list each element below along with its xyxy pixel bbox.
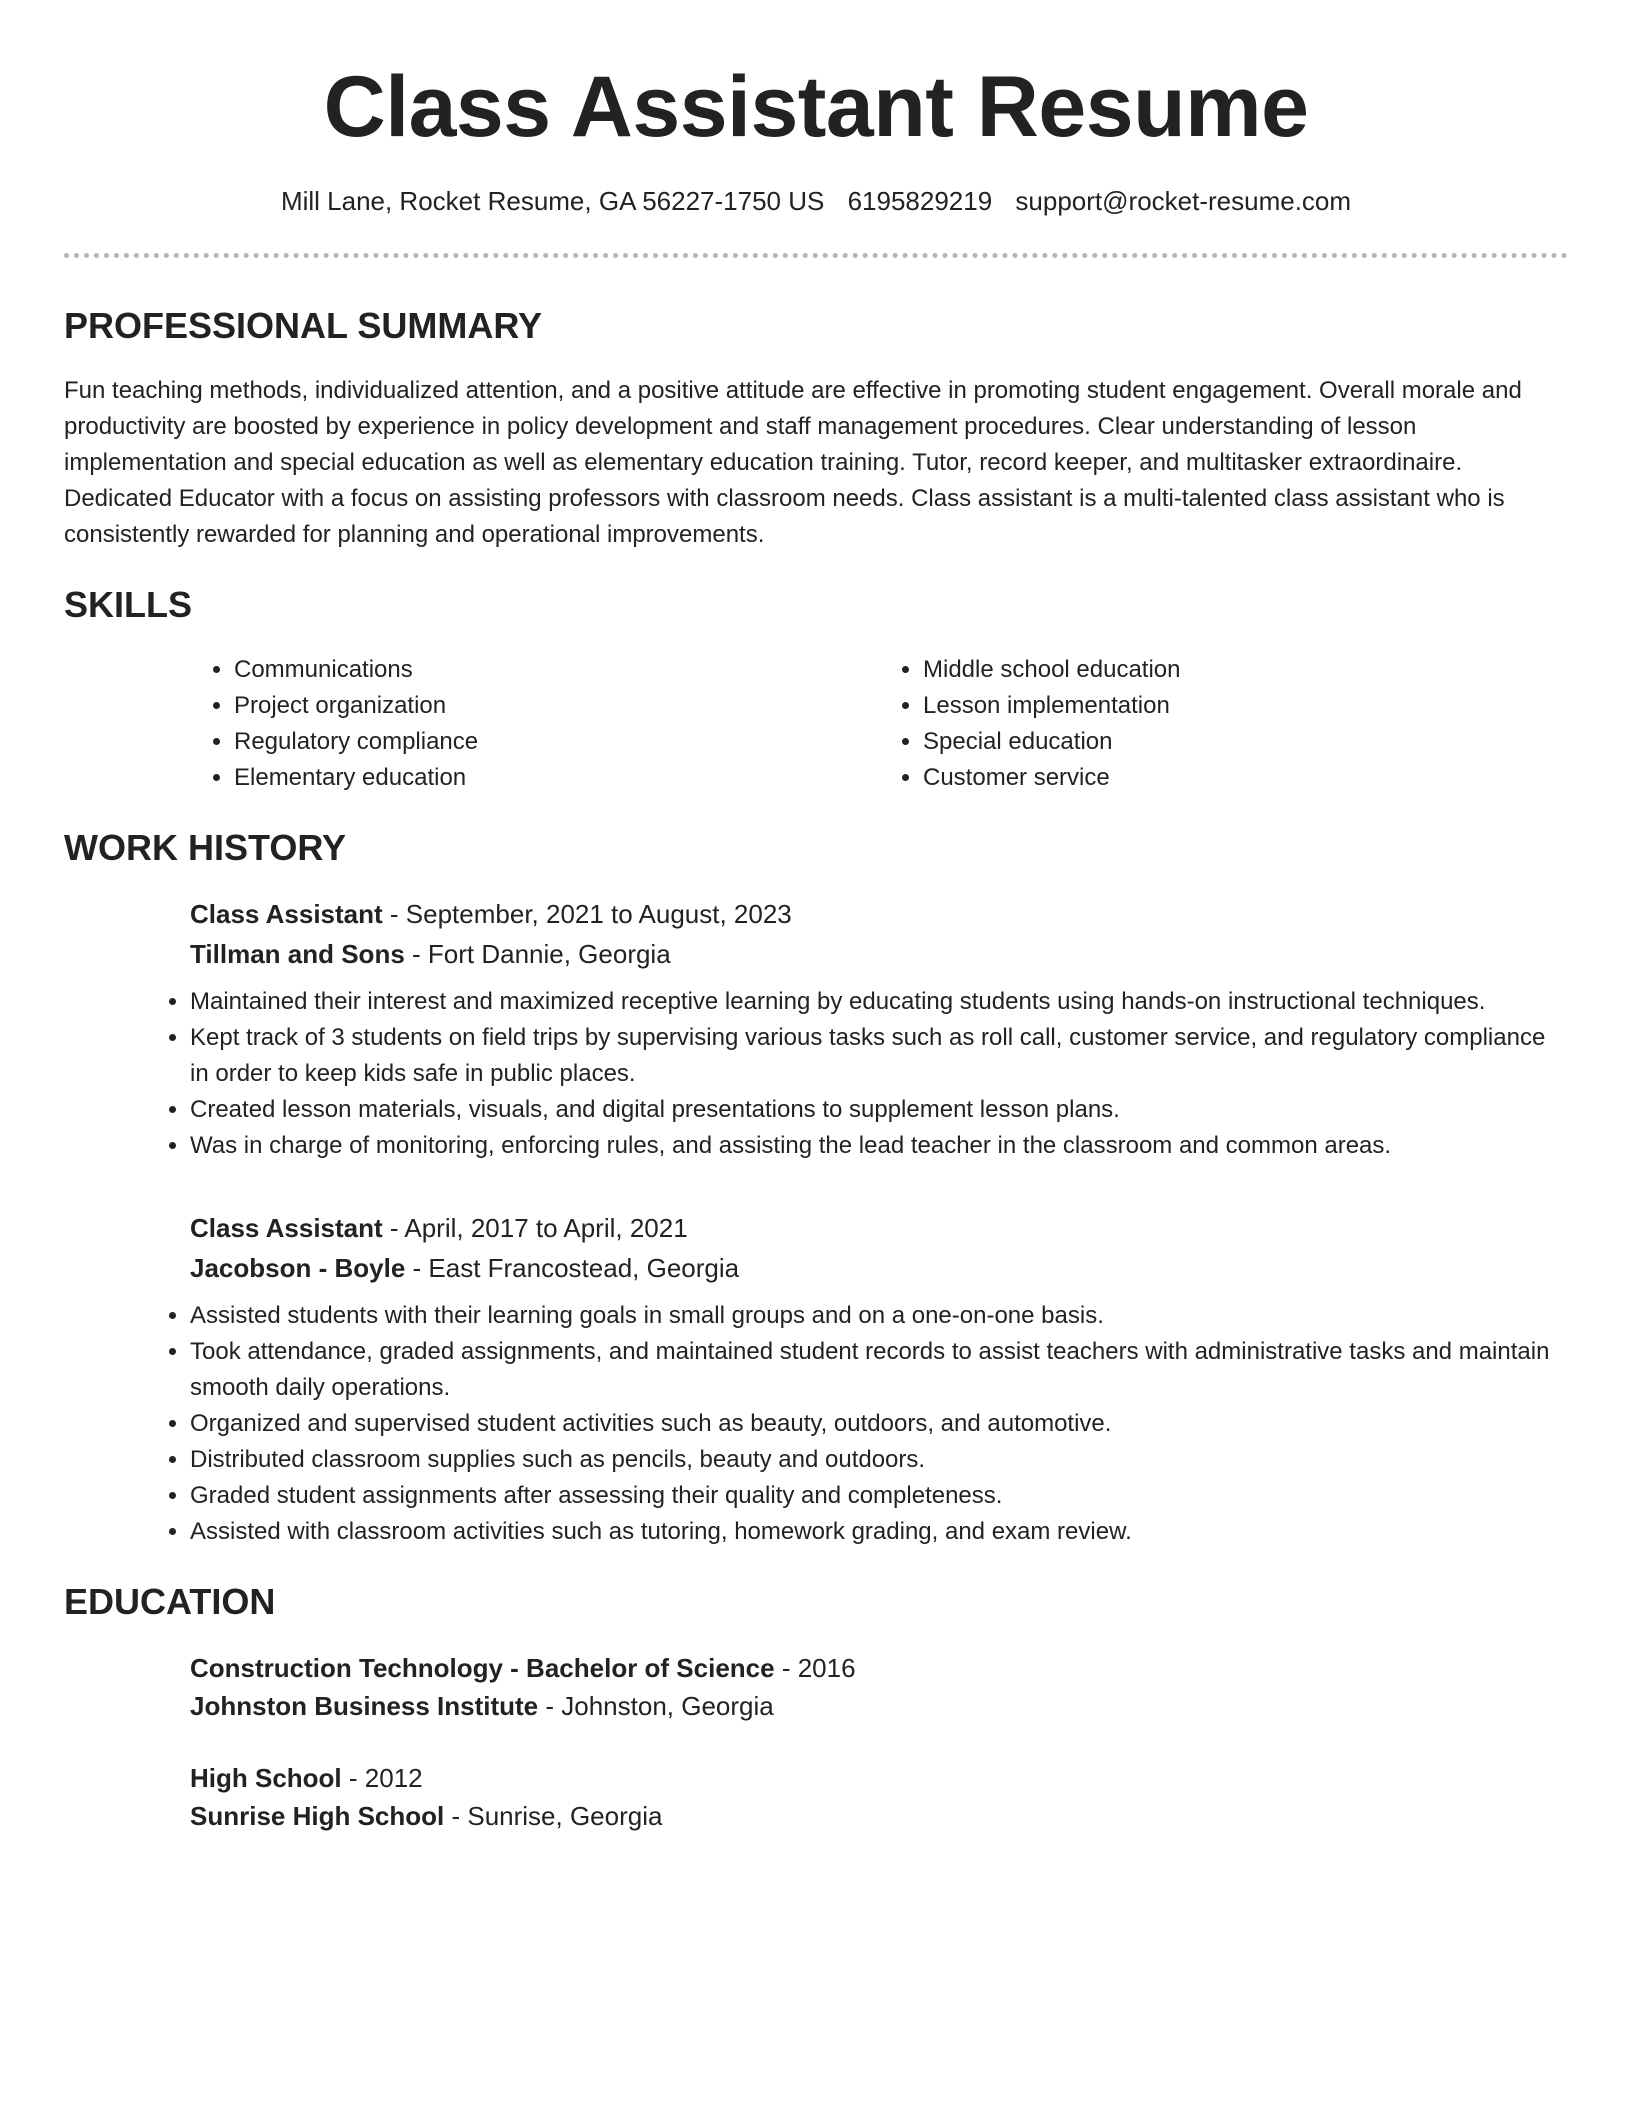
job-role: Class Assistant	[190, 1212, 383, 1243]
skills-grid	[190, 652, 1568, 796]
job-location: - Fort Dannie, Georgia	[404, 938, 671, 969]
contact-line	[64, 185, 1568, 219]
skill-item: • Lesson implementation	[923, 688, 1568, 724]
work-history-section	[64, 826, 1568, 1549]
job-company: Tillman and Sons	[190, 938, 405, 969]
summary-text: Fun teaching methods, individualized attention, and a positive attitude are effective in promoting student engagement. Overall morale and productivity are boosted by experience in policy development and staff management procedures. Clear understanding of lesson implementation and special education as well as elementary education training. Tutor, record keeper, and multitasker extraordinaire. Dedicated Educator with a focus on assisting professors with classroom needs. Class assistant is a multi-talented class assistant who is consistently rewarded for planning and operational improvements.	[64, 377, 1522, 549]
summary-heading: PROFESSIONAL SUMMARY	[64, 304, 543, 346]
job-dates: - September, 2021 to August, 2023	[382, 898, 792, 929]
job-bullet: • Was in charge of monitoring, enforcing rules, and assisting the lead teacher in the classroom and common areas.	[190, 1128, 1568, 1164]
job-company-line	[190, 1248, 1568, 1288]
work-history-heading: WORK HISTORY	[64, 827, 347, 869]
job-bullet: • Assisted students with their learning goals in small groups and on a one-on-one basis.	[190, 1298, 1568, 1334]
job-bullet: • Maintained their interest and maximized receptive learning by educating students using hands-on instructional techniques.	[190, 984, 1568, 1020]
job-bullet: • Kept track of 3 students on field trips by supervising various tasks such as roll call, customer service, and regulatory compliance in order to keep kids safe in public places.	[190, 1020, 1568, 1092]
school-location: - Sunrise, Georgia	[444, 1800, 663, 1831]
education-entry	[190, 1759, 1568, 1835]
job-company-line	[190, 934, 1568, 974]
education-entry	[190, 1649, 1568, 1725]
job-bullet: • Took attendance, graded assignments, and maintained student records to assist teachers with administrative tasks and maintain smooth daily operations.	[190, 1334, 1568, 1406]
job-dates: - April, 2017 to April, 2021	[382, 1212, 688, 1243]
job-bullet: • Organized and supervised student activities such as beauty, outdoors, and automotive.	[190, 1406, 1568, 1442]
school-line	[190, 1687, 1568, 1725]
skill-item: • Communications	[234, 652, 879, 688]
job-bullet: • Assisted with classroom activities such as tutoring, homework grading, and exam review.	[190, 1514, 1568, 1550]
education-heading: EDUCATION	[64, 1580, 276, 1622]
degree-year: - 2012	[341, 1762, 423, 1793]
job-bullet: • Distributed classroom supplies such as pencils, beauty and outdoors.	[190, 1442, 1568, 1478]
job-bullets	[146, 984, 1568, 1164]
school-name: Sunrise High School	[190, 1800, 445, 1831]
job-title-line	[190, 1208, 1568, 1248]
job-entry	[190, 1208, 1568, 1550]
contact-address: Mill Lane, Rocket Resume, GA 56227-1750 US	[280, 186, 825, 217]
school-location: - Johnston, Georgia	[538, 1690, 774, 1721]
header-divider	[64, 253, 1568, 258]
skills-column-left	[190, 652, 879, 796]
skill-item: • Special education	[923, 724, 1568, 760]
degree-line	[190, 1649, 1568, 1687]
job-bullet: • Graded student assignments after assessing their quality and completeness.	[190, 1478, 1568, 1514]
summary-section	[64, 304, 1568, 553]
skill-item: • Customer service	[923, 760, 1568, 796]
contact-email: support@rocket-resume.com	[1015, 186, 1352, 217]
degree-name: Construction Technology - Bachelor of Science	[190, 1652, 775, 1683]
skills-column-right	[879, 652, 1568, 796]
school-line	[190, 1797, 1568, 1835]
degree-line	[190, 1759, 1568, 1797]
job-entry	[190, 894, 1568, 1164]
job-bullet: • Created lesson materials, visuals, and digital presentations to supplement lesson plans.	[190, 1092, 1568, 1128]
job-bullets	[146, 1298, 1568, 1550]
skills-section	[64, 583, 1568, 796]
degree-name: High School	[190, 1762, 342, 1793]
skill-item: • Project organization	[234, 688, 879, 724]
skills-heading: SKILLS	[64, 584, 193, 626]
degree-year: - 2016	[774, 1652, 856, 1683]
school-name: Johnston Business Institute	[190, 1690, 539, 1721]
resume-title: Class Assistant Resume	[323, 59, 1309, 155]
job-location: - East Francostead, Georgia	[405, 1252, 740, 1283]
job-title-line	[190, 894, 1568, 934]
job-company: Jacobson - Boyle	[190, 1252, 406, 1283]
skill-item: • Elementary education	[234, 760, 879, 796]
job-role: Class Assistant	[190, 898, 383, 929]
skill-item: • Middle school education	[923, 652, 1568, 688]
education-section	[64, 1580, 1568, 1835]
skill-item: • Regulatory compliance	[234, 724, 879, 760]
contact-phone: 6195829219	[847, 186, 993, 217]
